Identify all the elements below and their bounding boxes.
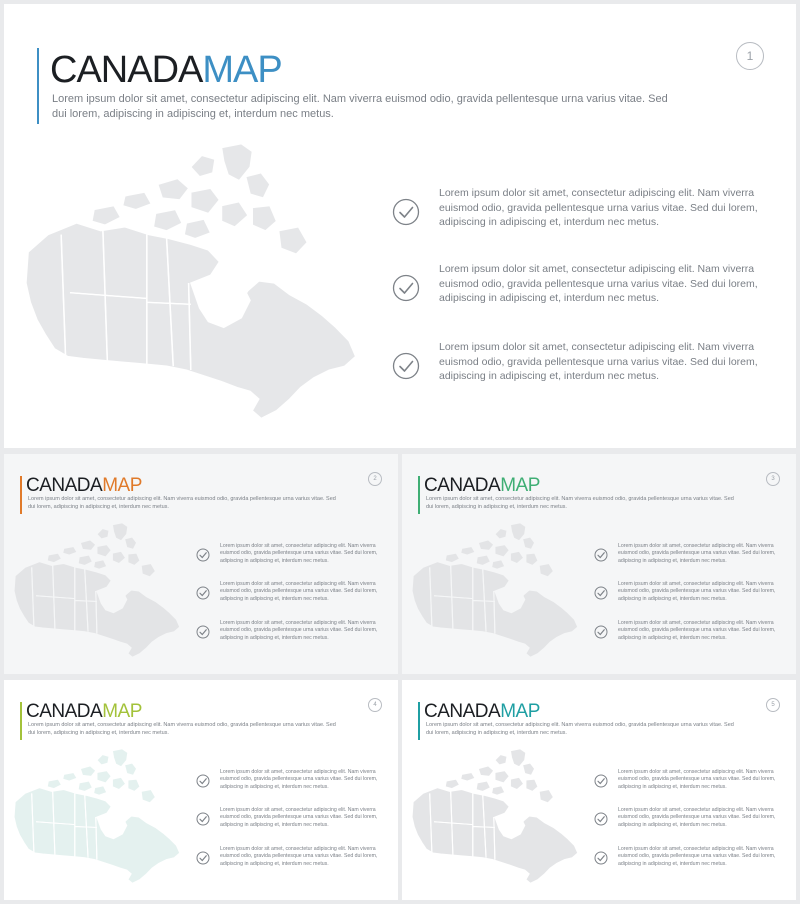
list-item <box>194 542 390 568</box>
title-accent-bar <box>418 476 420 514</box>
list-item-text: Lorem ipsum dolor sit amet, consectetur adipiscing elit. Nam viverra euismod odio, gravida pellentesque urna varius vitae. Sed dui lorem, adipiscing in adipiscing et, interdum nec metus. <box>220 846 378 867</box>
title-main: CANADA <box>424 475 501 496</box>
slide-title <box>424 702 540 722</box>
list-item-text: Lorem ipsum dolor sit amet, consectetur adipiscing elit. Nam viverra euismod odio, gravida pellentesque urna varius vitae. Sed dui lorem, adipiscing in adipiscing et, interdum nec metus. <box>618 846 776 867</box>
list-item-text: Lorem ipsum dolor sit amet, consectetur adipiscing elit. Nam viverra euismod odio, gravida pellentesque urna varius vitae. Sed dui lorem, adipiscing in adipiscing et, interdum nec metus. <box>220 769 378 790</box>
slide-title <box>26 702 142 722</box>
title-main: CANADA <box>50 49 203 91</box>
check-circle-icon <box>196 625 210 639</box>
check-circle-icon <box>196 774 210 788</box>
title-accent: MAP <box>102 475 142 496</box>
list-item <box>194 806 390 832</box>
slide-number: 2 <box>368 472 382 486</box>
title-accent-bar <box>20 476 22 514</box>
slide-5 <box>402 680 796 900</box>
check-circle-icon <box>594 548 608 562</box>
canada-map <box>14 520 182 662</box>
list-item <box>388 184 778 234</box>
title-main: CANADA <box>26 475 103 496</box>
check-circle-icon <box>196 586 210 600</box>
check-circle-icon <box>594 851 608 865</box>
list-item-text: Lorem ipsum dolor sit amet, consectetur adipiscing elit. Nam viverra euismod odio, gravida pellentesque urna varius vitae. Sed dui lorem, adipiscing in adipiscing et, interdum nec metus. <box>220 807 378 828</box>
slide-1 <box>4 4 796 448</box>
list-item <box>592 806 788 832</box>
check-circle-icon <box>594 812 608 826</box>
list-item <box>194 580 390 606</box>
title-accent: MAP <box>500 475 540 496</box>
canada-map <box>412 520 580 662</box>
canada-map <box>14 746 182 888</box>
list-item <box>388 338 778 388</box>
list-item-text: Lorem ipsum dolor sit amet, consectetur adipiscing elit. Nam viverra euismod odio, gravida pellentesque urna varius vitae. Sed dui lorem, adipiscing in adipiscing et, interdum nec metus. <box>618 581 776 602</box>
list-item-text: Lorem ipsum dolor sit amet, consectetur adipiscing elit. Nam viverra euismod odio, gravida pellentesque urna varius vitae. Sed dui lorem, adipiscing in adipiscing et, interdum nec metus. <box>618 543 776 564</box>
title-main: CANADA <box>424 701 501 722</box>
list-item <box>592 580 788 606</box>
title-accent: MAP <box>102 701 142 722</box>
check-circle-icon <box>594 774 608 788</box>
check-circle-icon <box>594 625 608 639</box>
list-item <box>592 845 788 871</box>
title-accent: MAP <box>202 49 282 91</box>
title-accent-bar <box>37 48 39 124</box>
slide-subtitle: Lorem ipsum dolor sit amet, consectetur adipiscing elit. Nam viverra euismod odio, gravida pellentesque urna varius vitae. Sed dui lorem, adipiscing in adipiscing et, interdum nec metus. <box>28 722 336 736</box>
title-main: CANADA <box>26 701 103 722</box>
list-item <box>592 619 788 645</box>
check-circle-icon <box>196 812 210 826</box>
list-item <box>388 260 778 310</box>
slide-subtitle: Lorem ipsum dolor sit amet, consectetur adipiscing elit. Nam viverra euismod odio, gravida pellentesque urna varius vitae. Sed dui lorem, adipiscing in adipiscing et, interdum nec metus. <box>426 722 734 736</box>
slide-subtitle: Lorem ipsum dolor sit amet, consectetur adipiscing elit. Nam viverra euismod odio, gravida pellentesque urna varius vitae. Sed dui lorem, adipiscing in adipiscing et, interdum nec metus. <box>52 93 668 120</box>
list-item-text: Lorem ipsum dolor sit amet, consectetur adipiscing elit. Nam viverra euismod odio, gravida pellentesque urna varius vitae. Sed dui lorem, adipiscing in adipiscing et, interdum nec metus. <box>618 769 776 790</box>
slide-subtitle: Lorem ipsum dolor sit amet, consectetur adipiscing elit. Nam viverra euismod odio, gravida pellentesque urna varius vitae. Sed dui lorem, adipiscing in adipiscing et, interdum nec metus. <box>28 496 336 510</box>
slide-title <box>50 50 282 90</box>
check-circle-icon <box>196 851 210 865</box>
canada-map <box>26 138 360 428</box>
list-item-text: Lorem ipsum dolor sit amet, consectetur adipiscing elit. Nam viverra euismod odio, gravida pellentesque urna varius vitae. Sed dui lorem, adipiscing in adipiscing et, interdum nec metus. <box>439 187 758 228</box>
slide-2 <box>4 454 398 674</box>
list-item <box>194 845 390 871</box>
list-item-text: Lorem ipsum dolor sit amet, consectetur adipiscing elit. Nam viverra euismod odio, gravida pellentesque urna varius vitae. Sed dui lorem, adipiscing in adipiscing et, interdum nec metus. <box>618 807 776 828</box>
slide-number: 4 <box>368 698 382 712</box>
list-item-text: Lorem ipsum dolor sit amet, consectetur adipiscing elit. Nam viverra euismod odio, gravida pellentesque urna varius vitae. Sed dui lorem, adipiscing in adipiscing et, interdum nec metus. <box>220 581 378 602</box>
check-circle-icon <box>196 548 210 562</box>
list-item-text: Lorem ipsum dolor sit amet, consectetur adipiscing elit. Nam viverra euismod odio, gravida pellentesque urna varius vitae. Sed dui lorem, adipiscing in adipiscing et, interdum nec metus. <box>220 543 378 564</box>
slide-title <box>26 476 142 496</box>
title-accent-bar <box>418 702 420 740</box>
list-item-text: Lorem ipsum dolor sit amet, consectetur adipiscing elit. Nam viverra euismod odio, gravida pellentesque urna varius vitae. Sed dui lorem, adipiscing in adipiscing et, interdum nec metus. <box>618 620 776 641</box>
slide-title <box>424 476 540 496</box>
slide-number: 1 <box>736 42 764 70</box>
list-item <box>592 542 788 568</box>
list-item <box>592 768 788 794</box>
title-accent: MAP <box>500 701 540 722</box>
check-circle-icon <box>392 198 420 226</box>
list-item-text: Lorem ipsum dolor sit amet, consectetur adipiscing elit. Nam viverra euismod odio, gravida pellentesque urna varius vitae. Sed dui lorem, adipiscing in adipiscing et, interdum nec metus. <box>439 341 758 382</box>
slide-4 <box>4 680 398 900</box>
list-item-text: Lorem ipsum dolor sit amet, consectetur adipiscing elit. Nam viverra euismod odio, gravida pellentesque urna varius vitae. Sed dui lorem, adipiscing in adipiscing et, interdum nec metus. <box>439 263 758 304</box>
check-circle-icon <box>392 274 420 302</box>
check-circle-icon <box>594 586 608 600</box>
slide-3 <box>402 454 796 674</box>
slide-number: 3 <box>766 472 780 486</box>
slide-number: 5 <box>766 698 780 712</box>
list-item-text: Lorem ipsum dolor sit amet, consectetur adipiscing elit. Nam viverra euismod odio, gravida pellentesque urna varius vitae. Sed dui lorem, adipiscing in adipiscing et, interdum nec metus. <box>220 620 378 641</box>
title-accent-bar <box>20 702 22 740</box>
list-item <box>194 768 390 794</box>
check-circle-icon <box>392 352 420 380</box>
canada-map <box>412 746 580 888</box>
slide-subtitle: Lorem ipsum dolor sit amet, consectetur adipiscing elit. Nam viverra euismod odio, gravida pellentesque urna varius vitae. Sed dui lorem, adipiscing in adipiscing et, interdum nec metus. <box>426 496 734 510</box>
list-item <box>194 619 390 645</box>
